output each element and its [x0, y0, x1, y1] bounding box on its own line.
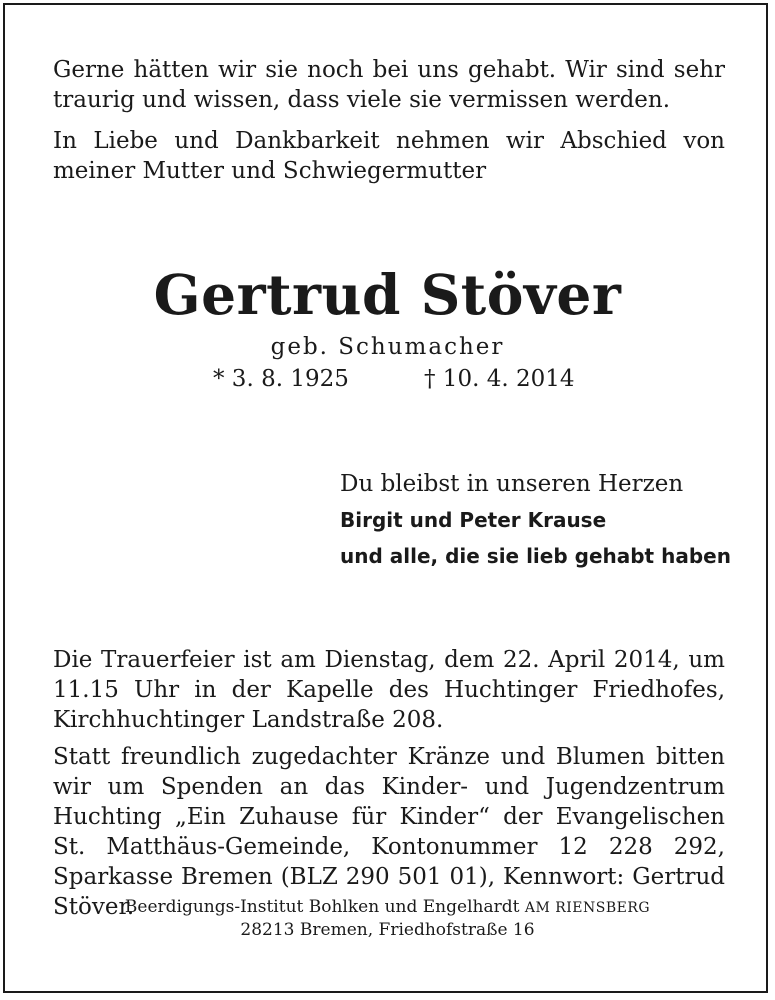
funeral-home-address: 28213 Bremen, Friedhofstraße 16 [240, 920, 535, 940]
funeral-home-suffix: AM RIENSBERG [524, 900, 651, 916]
signers: Birgit und Peter Krause [340, 508, 607, 532]
intro-text: Gerne hätten wir sie noch bei uns gehabt. Wir sind sehr traurig und wissen, dass viele sie vermissen werden. [53, 57, 725, 113]
birth-date: * 3. 8. 1925 [213, 366, 349, 392]
funeral-home-title: Beerdigungs-Institut Bohlken und Engelhardt [124, 897, 520, 917]
death-date: † 10. 4. 2014 [424, 366, 575, 392]
farewell-text: In Liebe und Dankbarkeit nehmen wir Abschied von meiner Mutter und Schwiegermutter [53, 128, 725, 184]
closing-line: Du bleibst in unseren Herzen [340, 471, 684, 497]
maiden-name: geb. Schumacher [270, 334, 505, 360]
other-mourners: und alle, die sie lieb gehabt haben [340, 544, 731, 568]
ceremony-info: Die Trauerfeier ist am Dienstag, dem 22. April 2014, um 11.15 Uhr in der Kapelle des Huchtinger Friedhofes, Kirchhuchtinger Landstraße 208. [53, 647, 725, 733]
deceased-name: Gertrud Stöver [153, 262, 622, 327]
donation-info: Statt freundlich zugedachter Kränze und Blumen bitten wir um Spenden an das Kinder- und Jugendzentrum Huchting „Ein Zuhause für Kinder“ der Evangelischen St. Matthäus-Gemeinde, Kontonummer 12 228 292, Sparkasse Bremen (BLZ 290 501 01), Kennwort: Gertrud Stöver. [53, 744, 725, 920]
funeral-home-name [0, 897, 775, 917]
